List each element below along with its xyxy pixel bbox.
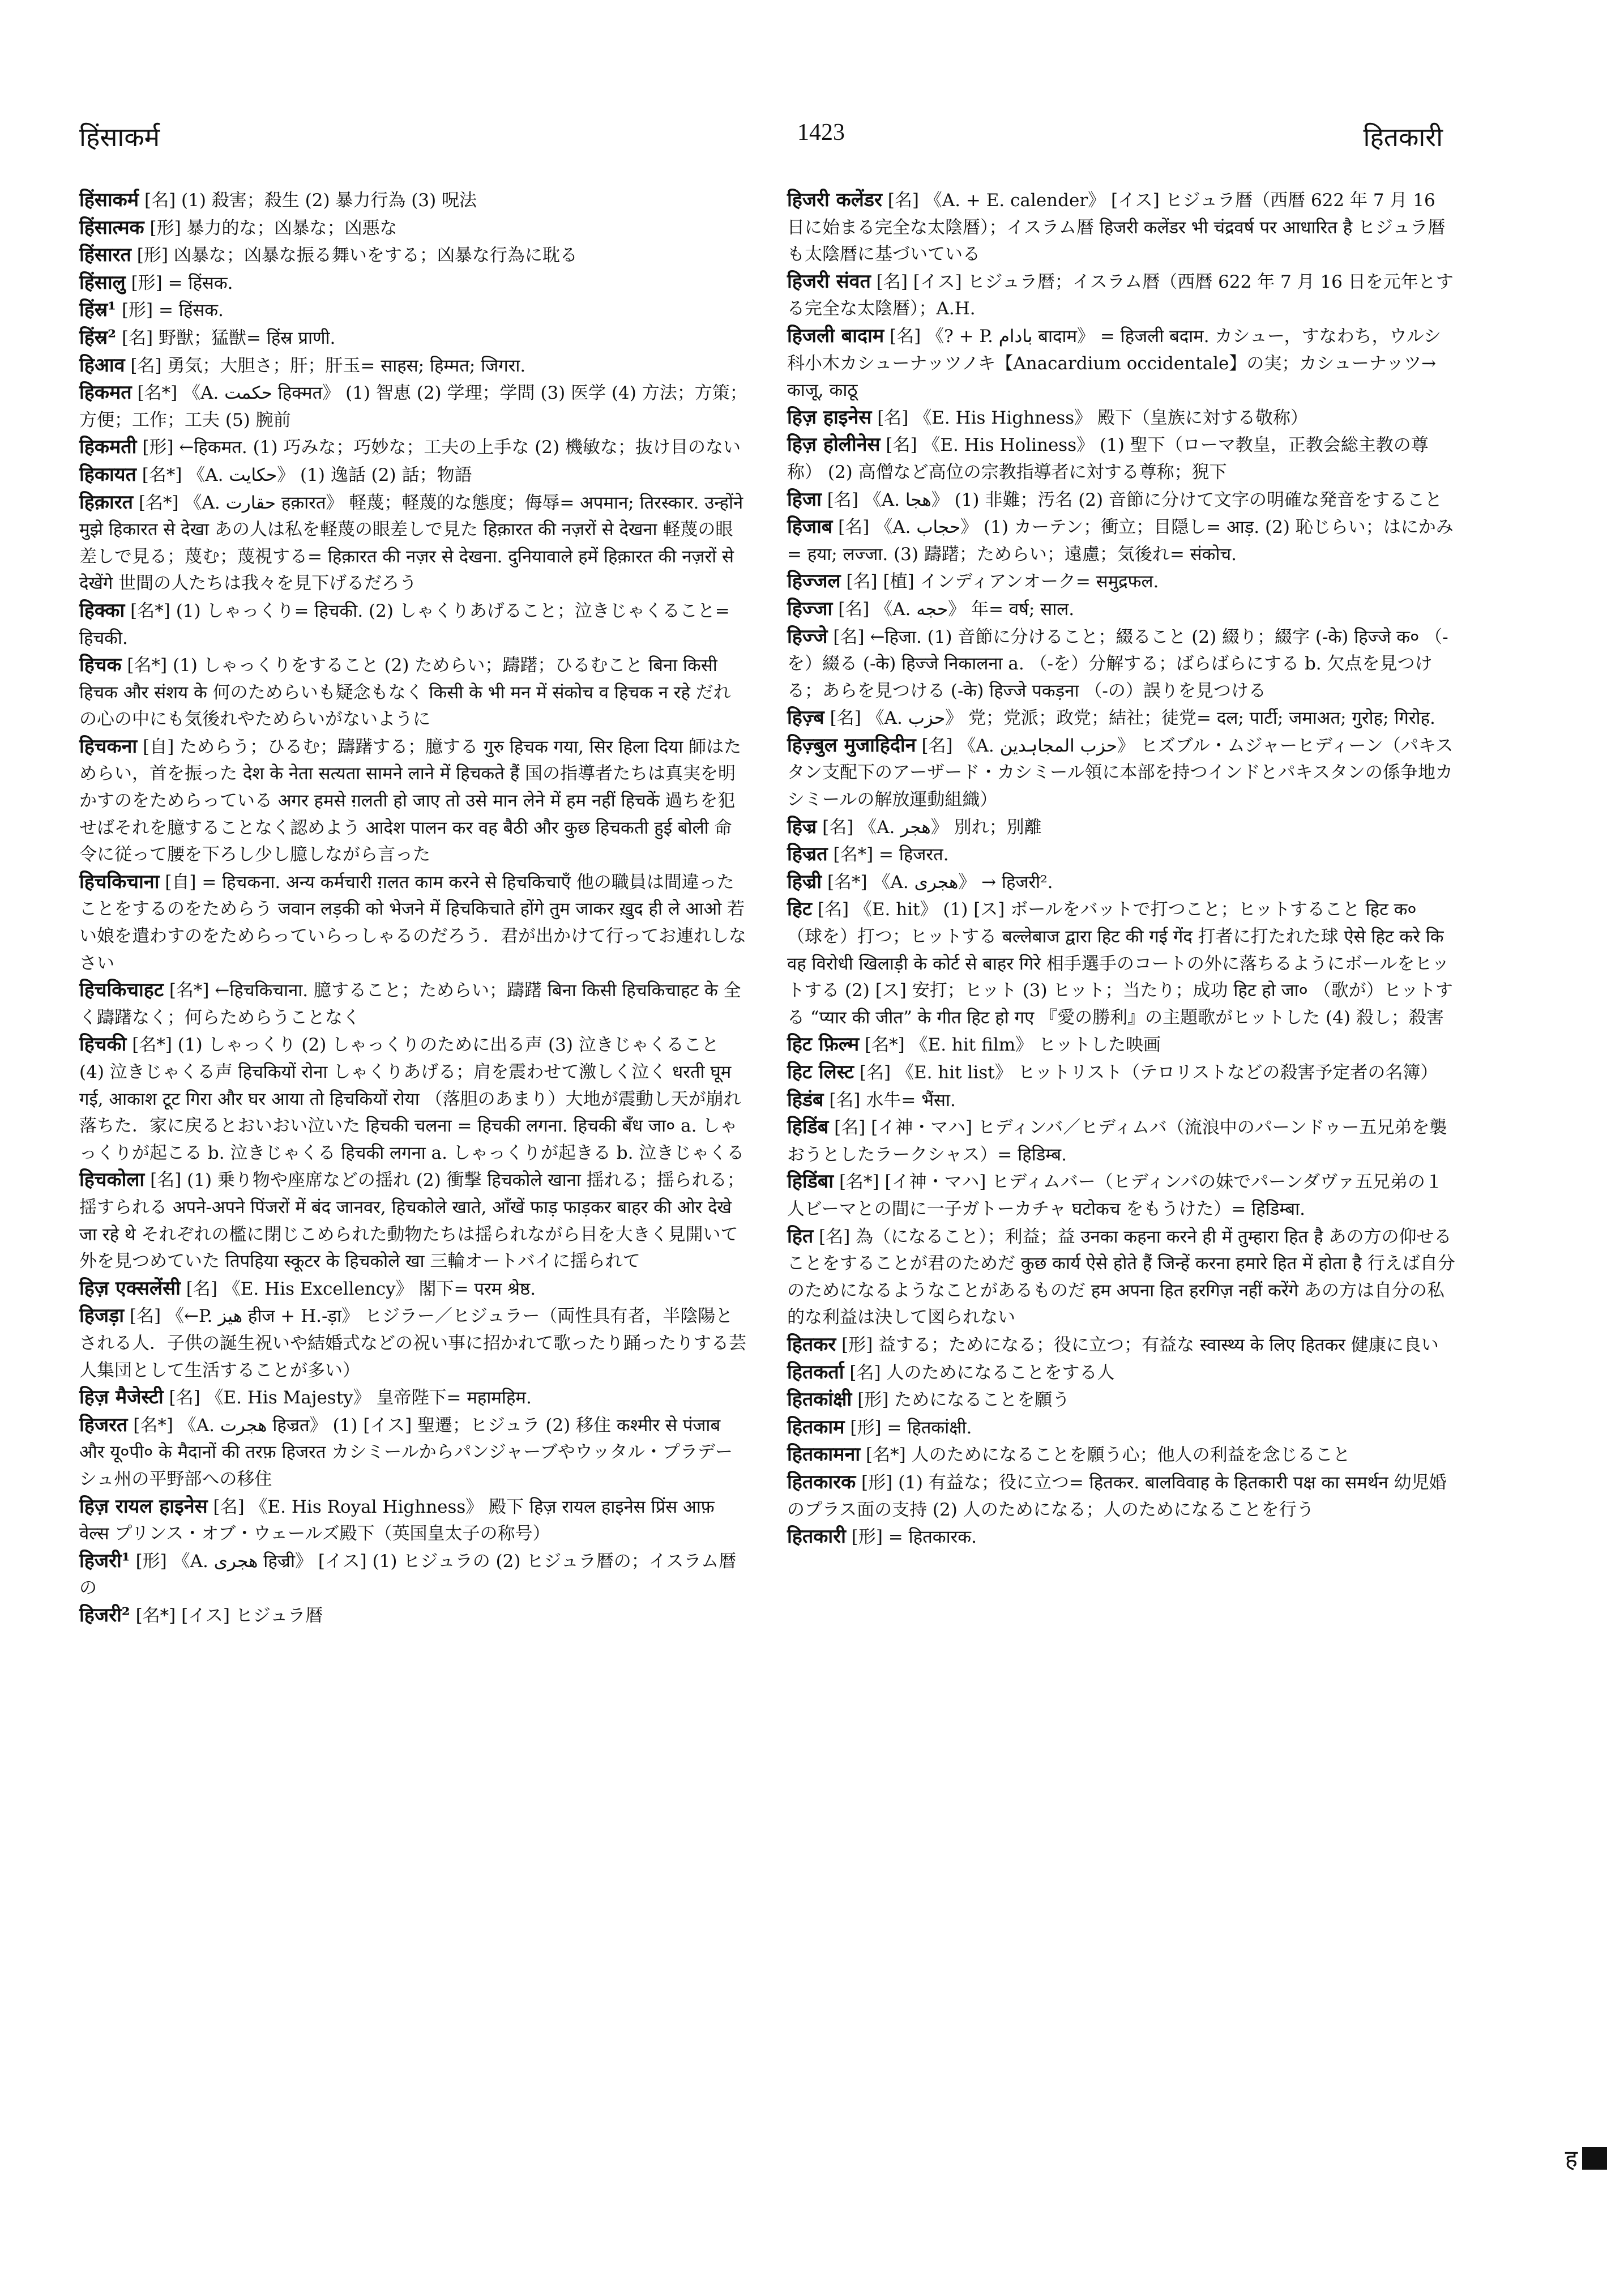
entry-headword: हिजरी संवत (787, 270, 871, 293)
entry-headword: हिज्जल (787, 570, 841, 593)
entry-definition: [形] ←हिकमत. (1) 巧みな；巧妙な；工夫の上手な (2) 機敏な；抜け目のない (142, 437, 741, 458)
entry-headword: हितकारक (787, 1470, 856, 1493)
dictionary-entry (79, 297, 747, 325)
dictionary-entry (79, 187, 747, 215)
entry-definition: [名*] = हिजरत. (833, 844, 949, 865)
header-right-guideword: हितकारी (1363, 122, 1443, 152)
dictionary-entry (79, 1275, 747, 1303)
dictionary-entry (787, 1469, 1455, 1523)
entry-headword: हिजा (787, 488, 822, 511)
entry-headword: हिकायत (79, 463, 136, 486)
entry-headword: हितकर (787, 1333, 836, 1356)
entry-headword: हिज़्बुल मुजाहिदीन (787, 733, 916, 757)
dictionary-entry (79, 1167, 747, 1275)
entry-definition: [名*] 《E. hit film》 ヒットした映画 (865, 1035, 1161, 1056)
dictionary-entry (79, 1493, 747, 1548)
entry-definition: [形] 益する；ためになる；役に立つ；有益な स्वास्थ्य के लिए हितकर 健康に良い (841, 1334, 1439, 1355)
entry-definition: [名] 《A. حجه》 年= वर्ष; साल. (838, 599, 1075, 620)
entry-definition: [名] 人のためになることをする人 (849, 1362, 1115, 1383)
entry-headword: हिट लिस्ट (787, 1061, 854, 1083)
dictionary-entry (79, 325, 747, 352)
entry-definition: [名*] [イス] ヒジュラ暦 (135, 1605, 323, 1626)
entry-definition: [名] 《E. His Excellency》 閣下= परम श्रेष्ठ. (186, 1278, 536, 1299)
entry-definition: [形] 凶暴な；凶暴な振る舞いをする；凶暴な行為に耽る (136, 245, 578, 266)
entry-headword: हिक़ारत (79, 490, 134, 514)
entry-definition: [名*] [イ神・マハ] ヒディムバー（ヒディンバの妹でパーンダヴァ五兄弟の１人ビーマとの間に一子ガトーカチャ घटोकच をもうけた）= हिडिम्बा. (787, 1172, 1443, 1219)
entry-definition: [形] = हितकारक. (851, 1527, 977, 1548)
dictionary-entry (787, 1031, 1455, 1059)
dictionary-entry (787, 869, 1455, 897)
entry-definition: [名*] (1) しゃっくり (2) しゃっくりのために出る声 (3) 泣きじゃくること (4) 泣きじゃくる声 हिचकियों रोना しゃくりあげる；肩を震わせて激しく泣く धरती घूम गई, आकाश टूट गिरा और घर आया तो हिचकियों रोया （落胆のあまり）大地が震動し天が崩れ落ちた．家に戻るとおいおい泣いた हिचकी चलना = हिचकी लगना. हिचकी बँध जा० a. しゃっくりが起こる b. 泣きじゃくる हिचकी लगना a. しゃっくりが起きる b. 泣きじゃくる (79, 1035, 745, 1163)
entry-definition: [名] 《E. hit list》 ヒットリスト（テロリストなどの殺害予定者の名簿） (859, 1062, 1438, 1083)
entry-headword: हिचकिचाना (79, 870, 160, 893)
entry-definition: [名] 《A. حجاب》 (1) カーテン；衝立；目隠し= आड़. (2) 恥じらい；はにかみ= हया; लज्जा. (3) 躊躇；ためらい；遠慮；気後れ= संकोच. (787, 517, 1454, 565)
entry-headword: हिकमती (79, 436, 137, 459)
dictionary-entry (787, 323, 1455, 404)
entry-headword: हिआव (79, 353, 125, 377)
entry-definition: [名] [イ神・マハ] ヒディンバ／ヒディムバ（流浪中のパーンドゥー五兄弟を襲おうとしたラークシャス）= हिडिम्ब. (787, 1117, 1447, 1165)
entry-headword: हिज्रत (787, 843, 828, 866)
dictionary-entry (787, 1386, 1455, 1414)
entry-definition: [名] 《E. hit》 (1) [ス] ボールをバットで打つこと；ヒットすること हिट क० （球を）打つ；ヒットする बल्लेबाज द्वारा हिट की गई गेंद 打者に打たれた球 ऐसे हिट करे कि वह विरोधी खिलाड़ी के कोर्ट से बाहर गिरे 相手選手のコートの外に落ちるようにボールをヒットする (2) [ス] 安打；ヒット (3) ヒット；当たり；成功 हिट हो जा० （歌が）ヒットする “प्यार की जीत” के गीत हिट हो गए 『愛の勝利』の主題歌がヒットした (4) 殺し；殺害 (787, 899, 1453, 1028)
entry-definition: [形] (1) 有益な；役に立つ= हितकर. बालविवाह के हितकारी पक्ष का समर्थन 幼児婚のプラス面の支持 (2) 人のためになる；人のためになることを行う (787, 1472, 1447, 1520)
dictionary-entry (79, 352, 747, 380)
entry-headword: हिज्र (787, 815, 817, 838)
dictionary-entry (787, 814, 1455, 842)
entry-definition: [名] 《A. + E. calender》 [イス] ヒジュラ暦（西暦 622 年 7 月 16 日に始まる完全な太陰暦）；イスラム暦 हिजरी कलेंडर भी चंद्रवर्ष पर आधारित है ヒジュラ暦も太陰暦に基づいている (787, 190, 1446, 265)
dictionary-entry (787, 486, 1455, 514)
dictionary-entry (787, 732, 1455, 814)
dictionary-entry (79, 1031, 747, 1167)
entry-definition: [名] (1) 乗り物や座席などの揺れ (2) 衝撃 हिचकोले खाना 揺れる；揺られる；揺すられる अपने-अपने पिंजरों में बंद जानवर, हिचकोले खाते, आँखें फाड़ फाड़कर बाहर की ओर देखे जा रहे थे それぞれの檻に閉じこめられた動物たちは揺られながら目を大きく見開いて外を見つめていた तिपहिया स्कूटर के हिचकोले खा 三輪オートバイに揺られて (79, 1170, 745, 1272)
dictionary-entry (79, 1412, 747, 1493)
entry-headword: हिजरत (79, 1413, 128, 1436)
entry-definition: [名] 《A. حزب المجاہدین》 ヒズブル・ムジャーヒディーン（パキスタン支配下のアーザード・カシミール領に本部を持つインドとパキスタンの係争地カシミールの解放運動組織） (787, 735, 1454, 810)
thumb-index-letter: ह (1565, 2145, 1578, 2173)
dictionary-entry (787, 1059, 1455, 1087)
entry-definition: [自] ためらう；ひるむ；躊躇する；臆する गुरु हिचक गया, सिर हिला दिया 師はためらい，首を振った देश के नेता सत्यता सामने लाने में हिचकते हैं 国の指導者たちは真実を明かすのをためらっている अगर हमसे ग़लती हो जाए तो उसे मान लेने में हम नहीं हिचकें 過ちを犯せばそれを臆することなく認めよう आदेश पालन कर वह बैठी और कुछ हिचकती हुई बोली 命令に従って腰を下ろし少し臆しながら言った (79, 736, 742, 865)
dictionary-entry (79, 1303, 747, 1384)
entry-headword: हिचकना (79, 735, 138, 758)
dictionary-entry (787, 1087, 1455, 1115)
entry-definition: [名*] 《A. هجرت हिज्रत》 (1) [イス] 聖遷；ヒジュラ (2) 移住 कश्मीर से पंजाब और यू०पी० के मैदानों की तरफ़ हिजरत カシミールからパンジャーブやウッタル・プラデーシュ州の平野部への移住 (79, 1415, 733, 1489)
dictionary-entry (79, 597, 747, 652)
dictionary-entry (787, 1441, 1455, 1469)
entry-headword: हिचक (79, 654, 122, 677)
left-column (79, 187, 747, 1629)
dictionary-entry (787, 841, 1455, 869)
entry-headword: हिंस्र¹ (79, 298, 117, 322)
dictionary-entry (787, 1114, 1455, 1168)
entry-headword: हिजड़ा (79, 1304, 125, 1328)
entry-definition: [名] 野獣；猛獣= हिंस्र प्राणी. (121, 327, 336, 348)
dictionary-entry (787, 268, 1455, 323)
dictionary-entry (787, 596, 1455, 624)
entry-headword: हिज़ होलीनेस (787, 433, 881, 456)
dictionary-entry (787, 404, 1455, 432)
header-left-guideword: हिंसाकर्म (79, 122, 160, 152)
dictionary-entry (787, 1414, 1455, 1442)
entry-headword: हिकमत (79, 381, 132, 404)
entry-headword: हिंसात्मक (79, 216, 144, 239)
entry-headword: हिज़ मैजेस्टी (79, 1386, 164, 1409)
entry-headword: हिंसालु (79, 271, 126, 294)
dictionary-entry (79, 977, 747, 1031)
dictionary-entry (787, 624, 1455, 705)
dictionary-entry (787, 514, 1455, 568)
entry-definition: [名*] 《A. حکایت》 (1) 逸話 (2) 話；物語 (142, 464, 472, 485)
dictionary-entry (79, 1548, 747, 1602)
entry-headword: हिडंब (787, 1088, 824, 1111)
entry-headword: हिडिंब (787, 1116, 829, 1139)
dictionary-entry (787, 705, 1455, 732)
entry-definition: [形] 暴力的な；凶暴な；凶悪な (149, 217, 398, 238)
entry-definition: [名] ←हिजा. (1) 音節に分けること；綴ること (2) 綴り；綴字 (-के) हिज्जे क० （-を）綴る (-के) हिज्जे निकालना a. （-を）分解する；ばらばらにする b. 欠点を見つける；あらを見つける (-के) हिज्जे पकड़ना （-の）誤りを見つける (787, 626, 1448, 701)
entry-headword: हिजरी² (79, 1603, 130, 1627)
entry-definition: [形] 《A. هجری हिज्री》 [イス] (1) ヒジュラの (2) ヒジュラ暦の；イスラム暦の (79, 1551, 737, 1599)
entry-definition: [形] = हिंसक. (131, 272, 233, 293)
dictionary-entry (787, 187, 1455, 268)
dictionary-entry (79, 462, 747, 489)
entry-headword: हिज़ रायल हाइनेस (79, 1495, 208, 1518)
dictionary-entry (79, 652, 747, 733)
dictionary-entry (79, 379, 747, 434)
dictionary-entry (79, 489, 747, 597)
entry-headword: हिंसाकर्म (79, 189, 139, 211)
entry-headword: हित (787, 1224, 814, 1248)
entry-headword: हिजली बादाम (787, 324, 884, 347)
dictionary-entry (787, 1331, 1455, 1359)
entry-definition: [名] 《E. His Holiness》 (1) 聖下（ローマ教皇，正教会総主教の尊称） (2) 高僧など高位の宗教指導者に対する尊称；猊下 (787, 435, 1429, 483)
entry-headword: हिजरी¹ (79, 1549, 130, 1572)
entry-headword: हिंस्र² (79, 326, 117, 349)
entry-definition: [名] 《E. His Royal Highness》 殿下 हिज़ रायल हाइनेस प्रिंस आफ़ वेल्स プリンス・オブ・ウェールズ殿下（英国皇太子の称号） (79, 1496, 715, 1544)
page-number: 1423 (797, 119, 845, 146)
entry-definition: [名] 《A. حزب》 党；党派；政党；結社；徒党= दल; पार्टी; जमाअत; गुरोह; गिरोह. (830, 708, 1435, 729)
entry-definition: [名] 勇気；大胆さ；肝；肝玉= साहस; हिम्मत; जिगरा. (130, 355, 526, 376)
entry-definition: [名] 《E. His Highness》 殿下（皇族に対する敬称） (877, 407, 1309, 428)
dictionary-entry (79, 215, 747, 242)
dictionary-entry (79, 733, 747, 869)
entry-headword: हिज़ एक्सलेंसी (79, 1277, 181, 1300)
entry-definition: [名] [植] インディアンオーク= समुद्रफल. (846, 571, 1159, 592)
entry-definition: [自] = हिचकना. अन्य कर्मचारी ग़लत काम करने से हिचकिचाएँ 他の職員は間違ったことをするのをためらう जवान लड़की को भेजने में हिचकिचाते होंगे तुम जाकर ख़ुद ही ले आओ 若い娘を遣わすのをためらっていらっしゃるのだろう．君が出かけて行ってお連れしなさい (79, 872, 746, 974)
entry-headword: हिट (787, 898, 812, 921)
entry-definition: [名*] (1) しゃっくり= हिचकी. (2) しゃくりあげること；泣きじゃくること= हिचकी. (79, 600, 730, 648)
entry-headword: हिजाब (787, 515, 833, 539)
entry-headword: हिंसारत (79, 244, 131, 267)
entry-headword: हिजरी कलेंडर (787, 189, 882, 211)
entry-definition: [名] 水牛= भैंसा. (829, 1090, 956, 1111)
entry-definition: [名] 為（になること）；利益；益 उनका कहना करने ही में तुम्हारा हित है あの方の仰せることをすることが君のためだ कुछ कार्य ऐसे होते हैं जिन्हें करना हमारे हित में होता है 行えば自分のためになるようなことがあるものだ हम अपना हित हरगिज़ नहीं करेंगे あの方は自分の私的な利益は決して図られない (787, 1226, 1455, 1328)
entry-headword: हिज्जे (787, 625, 828, 648)
entry-headword: हितकामना (787, 1443, 861, 1466)
dictionary-entry (79, 1384, 747, 1412)
entry-headword: हितकाम (787, 1415, 845, 1439)
entry-headword: हिडिंबा (787, 1170, 834, 1193)
right-column (787, 187, 1455, 1551)
entry-definition: [名] 《? + P. بادام बादाम》 = हिजली बदाम. カシュー，すなわち，ウルシ科小木カシューナッツノキ【Anacardium occidentale】の実；カシューナッツ→ काजू, काठू (787, 326, 1441, 401)
entry-definition: [名*] 人のためになることを願う心；他人の利益を念じること (866, 1445, 1351, 1466)
dictionary-entry (787, 568, 1455, 596)
entry-headword: हिज्जा (787, 597, 833, 620)
entry-headword: हितकर्ता (787, 1360, 844, 1384)
entry-definition: [名] 《←P. هيز हीज + H.-ड़ा》 ヒジラー／ヒジュラー（両性具有者，半陰陽とされる人．子供の誕生祝いや結婚式などの祝い事に招かれて歌ったり踊ったりする芸人集団として生活することが多い） (79, 1306, 746, 1381)
dictionary-entry (787, 896, 1455, 1031)
entry-definition: [名*] 《A. حقارت हक़ारत》 軽蔑；軽蔑的な態度；侮辱= अपमान; तिरस्कार. उन्होंने मुझे हिकारत से देखा あの人は私を軽蔑の眼差しで見た हिक़ारत की नज़रों से देखना 軽蔑の眼差しで見る；蔑む；蔑視する= हिक़ारत की नज़र से देखना. दुनियावाले हमें हिक़ारत की नज़रों से देखेंगे 世間の人たちは我々を見下げるだろう (79, 492, 743, 594)
entry-definition: [名] [イス] ヒジュラ暦；イスラム暦（西暦 622 年 7 月 16 日を元年とする完全な太陰暦）；A.H. (787, 271, 1454, 319)
entry-definition: [名] (1) 殺害；殺生 (2) 暴力行為 (3) 呪法 (144, 190, 477, 211)
dictionary-entry (79, 434, 747, 462)
entry-headword: हिक्का (79, 599, 125, 622)
entry-headword: हिज़ हाइनेस (787, 406, 872, 429)
entry-headword: हितकारी (787, 1525, 846, 1548)
entry-definition: [名*] (1) しゃっくりをすること (2) ためらい；躊躇；ひるむこと बिना किसी हिचक और संशय के 何のためらいも疑念もなく किसी के भी मन में संकोच व हिचक न रहे だれの心の中にも気後れやためらいがないように (79, 655, 731, 730)
dictionary-entry (787, 1223, 1455, 1331)
dictionary-entry (79, 1602, 747, 1630)
entry-definition: [名*] 《A. هجری》 → हिजरी². (827, 872, 1053, 893)
thumb-index-block (1582, 2147, 1607, 2170)
dictionary-entry (79, 242, 747, 270)
entry-headword: हिचकी (79, 1033, 127, 1056)
dictionary-entry (79, 270, 747, 297)
dictionary-entry (787, 1523, 1455, 1551)
entry-headword: हिज़्ब (787, 706, 824, 729)
entry-definition: [形] = हिंसक. (121, 300, 224, 321)
entry-headword: हिट फ़िल्म (787, 1033, 860, 1056)
entry-definition: [形] = हितकांक्षी. (850, 1417, 972, 1438)
entry-headword: हिज्री (787, 870, 822, 893)
dictionary-entry (787, 432, 1455, 486)
entry-headword: हिचकिचाहट (79, 979, 164, 1002)
entry-headword: हिचकोला (79, 1168, 145, 1192)
entry-definition: [名] 《A. هجر》 別れ；別離 (822, 817, 1042, 838)
thumb-index (1565, 2142, 1607, 2174)
entry-definition: [名*] ←हिचकिचाना. 臆すること；ためらい；躊躇 बिना किसी हिचकिचाहट के 全く躊躇なく；何らためらうことなく (79, 980, 741, 1028)
entry-definition: [名] 《E. His Majesty》 皇帝陛下= महामहिम. (169, 1388, 532, 1409)
dictionary-entry (787, 1359, 1455, 1387)
entry-definition: [形] ためになることを願う (857, 1390, 1070, 1411)
dictionary-entry (79, 869, 747, 977)
entry-headword: हितकांक्षी (787, 1388, 852, 1411)
entry-definition: [名*] 《A. حکمت हिक्मत》 (1) 智恵 (2) 学理；学問 (3) 医学 (4) 方法；方策；方便；工作；工夫 (5) 腕前 (79, 383, 747, 430)
entry-definition: [名] 《A. هجا》 (1) 非難；汚名 (2) 音節に分けて文字の明確な発音をすること (827, 489, 1442, 510)
dictionary-entry (787, 1168, 1455, 1223)
